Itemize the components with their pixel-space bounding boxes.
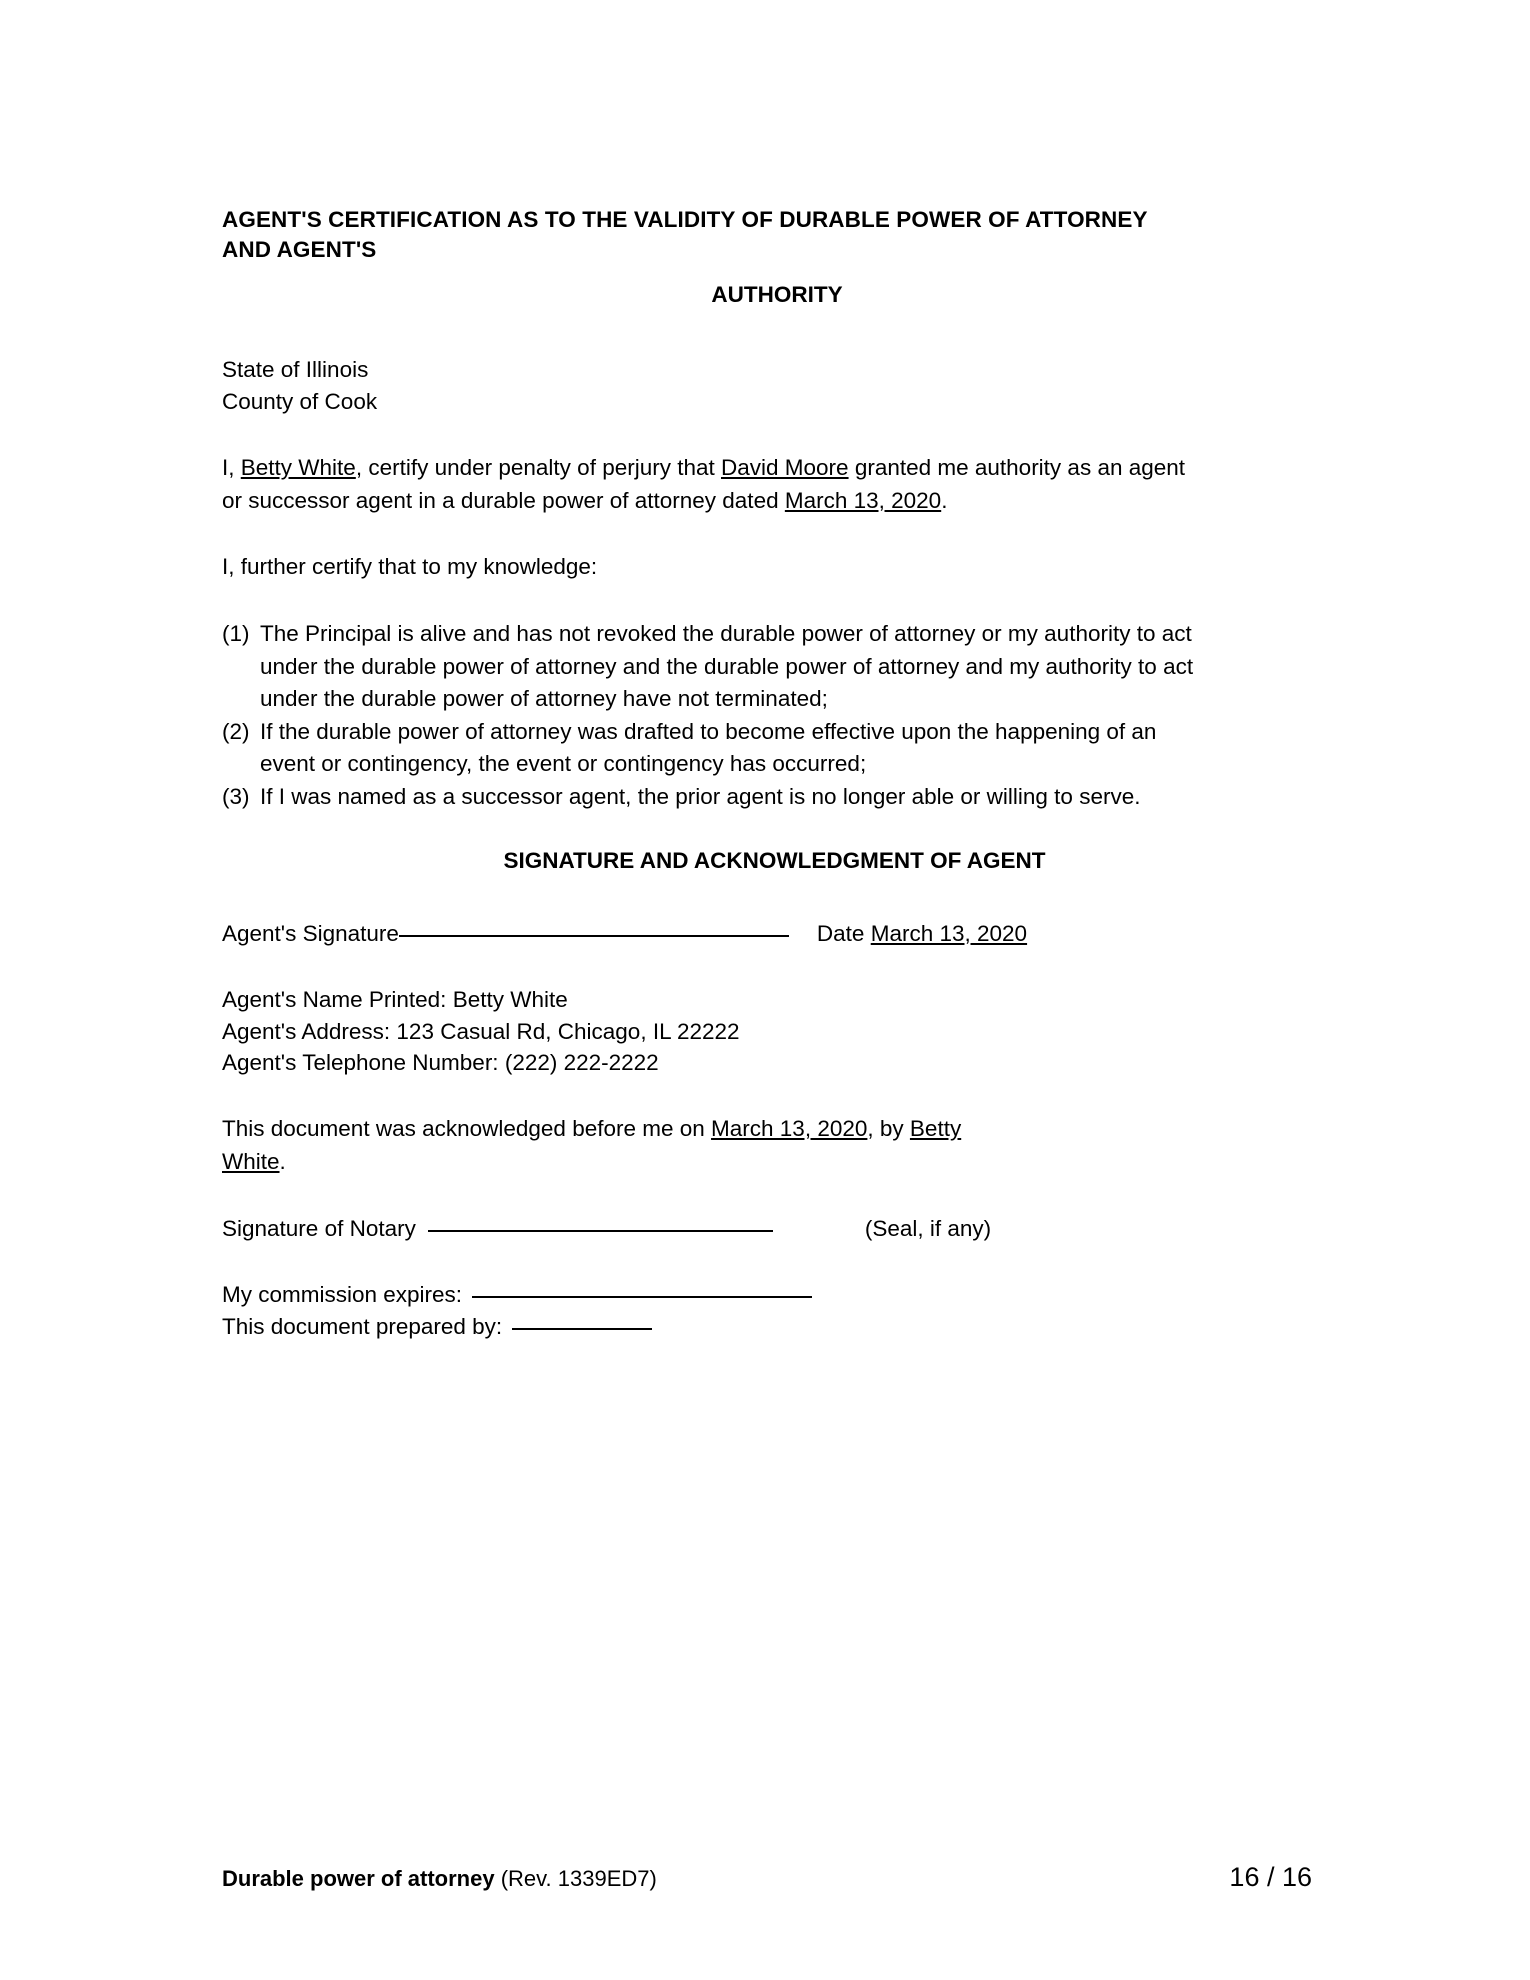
spacer (222, 814, 1312, 848)
prepared-by-field[interactable] (512, 1328, 652, 1330)
county-line: County of Cook (222, 389, 378, 415)
poa-date-value: March 13, 2020 (784, 487, 942, 513)
agent-address-line (222, 1016, 1312, 1048)
list-item-text (260, 716, 1312, 781)
certification-line2-suffix: . (941, 487, 948, 513)
spacer (222, 517, 1312, 551)
certification-line2-prefix: or successor agent in a durable power of attorney dated (222, 487, 785, 513)
list-item-text (260, 618, 1312, 716)
agent-telephone-label: Agent's Telephone Number: (222, 1050, 499, 1076)
spacer (222, 1245, 1312, 1279)
document-title-line-2: AND AGENT'S (222, 237, 377, 263)
agent-signature-field[interactable] (399, 935, 789, 937)
prepared-by-label: This document prepared by: (222, 1313, 503, 1339)
notary-seal-text: (Seal, if any) (864, 1215, 992, 1241)
agent-telephone-line (222, 1047, 1312, 1079)
list-item-line: If I was named as a successor agent, the prior agent is no longer able or willing to serve. (260, 784, 1141, 809)
spacer (222, 950, 1312, 984)
acknowledgment-prefix: This document was acknowledged before me on (222, 1116, 712, 1142)
commission-expires-field[interactable] (472, 1296, 812, 1298)
principal-name-value: David Moore (721, 455, 849, 480)
commission-expires-label: My commission expires: (222, 1281, 463, 1307)
certification-items-list (222, 618, 1312, 814)
spacer (222, 1179, 1312, 1213)
notary-signature-label: Signature of Notary (222, 1215, 416, 1241)
state-line: State of Illinois (222, 357, 369, 383)
agent-name-printed-value: Betty White (452, 986, 568, 1012)
list-item-marker: (2) (222, 718, 250, 744)
list-item-line: under the durable power of attorney and the durable power of attorney and my authority to act (260, 653, 1194, 679)
spacer (222, 310, 1312, 354)
agent-signature-row (222, 918, 1312, 950)
spacer (222, 874, 1312, 918)
jurisdiction-block (222, 354, 1312, 418)
signature-section-heading: SIGNATURE AND ACKNOWLEDGMENT OF AGENT (503, 847, 1046, 873)
agent-name-printed-label: Agent's Name Printed: (222, 986, 447, 1012)
certification-prefix: I, (222, 455, 241, 480)
prepared-by-row (222, 1311, 1312, 1343)
page-footer (222, 1862, 1312, 1893)
document-subtitle: AUTHORITY (711, 281, 843, 307)
acknowledgment-agent-last: White (222, 1149, 280, 1174)
list-item-line: event or contingency, the event or contingency has occurred; (260, 751, 867, 777)
footer-page-number: 16 / 16 (1229, 1862, 1312, 1892)
acknowledgment-date-value: March 13, 2020 (711, 1116, 868, 1142)
footer-form-name: Durable power of attorney (222, 1866, 495, 1891)
agent-name-printed-line (222, 984, 1312, 1016)
agent-name-value: Betty White (240, 455, 356, 480)
agent-address-value: 123 Casual Rd, Chicago, IL 22222 (396, 1018, 740, 1044)
signature-date-value: March 13, 2020 (870, 920, 1028, 946)
notary-signature-row (222, 1213, 1312, 1245)
spacer (222, 584, 1312, 618)
list-item-text (260, 781, 1312, 814)
list-item-marker: (3) (222, 784, 250, 809)
agent-address-label: Agent's Address: (222, 1018, 391, 1044)
list-item-line: The Principal is alive and has not revoked the durable power of attorney or my authority to act (260, 620, 1192, 646)
list-item (222, 618, 1312, 716)
acknowledgment-paragraph (222, 1113, 1312, 1178)
acknowledgment-agent-first: Betty (909, 1116, 962, 1142)
spacer (222, 1079, 1312, 1113)
agent-telephone-value: (222) 222-2222 (504, 1050, 659, 1076)
spacer (222, 266, 1312, 280)
document-title-line-1: AGENT'S CERTIFICATION AS TO THE VALIDITY OF DURABLE POWER OF ATTORNEY (222, 207, 1148, 232)
list-item-line: If the durable power of attorney was drafted to become effective upon the happening of an (260, 718, 1157, 744)
document-body (222, 205, 1312, 1342)
list-item-marker: (1) (222, 620, 250, 646)
commission-expires-row (222, 1279, 1312, 1311)
certification-continuation: granted me authority as an agent (848, 455, 1186, 480)
list-item (222, 716, 1312, 781)
further-certify-line: I, further certify that to my knowledge: (222, 554, 598, 580)
date-label: Date (816, 920, 865, 946)
footer-revision: (Rev. 1339ED7) (500, 1866, 657, 1891)
agent-signature-label: Agent's Signature (222, 920, 399, 946)
acknowledgment-middle: , by (867, 1116, 910, 1142)
agent-details-block (222, 984, 1312, 1080)
document-title (222, 205, 1312, 266)
certification-middle: , certify under penalty of perjury that (355, 455, 721, 480)
list-item (222, 781, 1312, 814)
spacer (222, 418, 1312, 452)
notary-signature-field[interactable] (428, 1230, 773, 1232)
list-item-line: under the durable power of attorney have not terminated; (260, 686, 828, 712)
acknowledgment-suffix: . (279, 1149, 286, 1174)
footer-form-info (222, 1866, 657, 1892)
certification-paragraph (222, 452, 1312, 517)
